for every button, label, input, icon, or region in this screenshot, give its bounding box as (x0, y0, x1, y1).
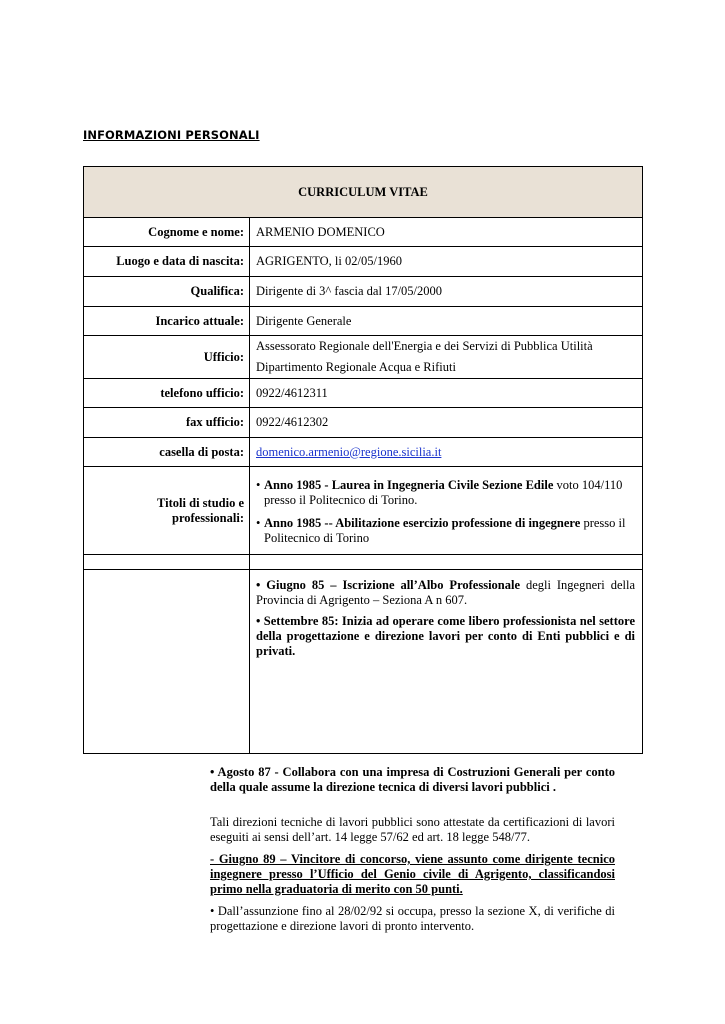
titoli-list (256, 476, 635, 546)
row-name (84, 218, 643, 247)
career-item (256, 578, 635, 608)
bullet-icon: • (256, 477, 261, 492)
titoli-item (256, 478, 635, 508)
career-item-1-rest: degli Ingegneri della Provincia di Agrigento – Seziona A n 607. (256, 578, 635, 607)
bullet-icon: • (256, 515, 261, 530)
cv-header-row (84, 167, 643, 218)
qualifica-value: Dirigente di 3^ fascia dal 17/05/2000 (250, 277, 643, 307)
email-label: casella di posta: (84, 438, 250, 467)
name-label: Cognome e nome: (84, 218, 250, 247)
row-incarico (84, 307, 643, 336)
email-link[interactable]: domenico.armenio@regione.sicilia.it (256, 444, 442, 459)
career-continuation (210, 765, 615, 934)
telefono-value: 0922/4612311 (250, 379, 643, 408)
titoli-label (84, 467, 250, 555)
incarico-label: Incarico attuale: (84, 307, 250, 336)
ufficio-line-2: Dipartimento Regionale Acqua e Rifiuti (256, 360, 456, 374)
qualifica-label: Qualifica: (84, 277, 250, 307)
paragraph-assunzione: • Dall’assunzione fino al 28/02/92 si occupa, presso la sezione X, di verifiche di progettazione e direzione lavori di pronto intervento. (210, 904, 615, 933)
incarico-value: Dirigente Generale (250, 307, 643, 336)
career-item (256, 614, 635, 659)
birth-value: AGRIGENTO, li 02/05/1960 (250, 247, 643, 277)
row-fax (84, 408, 643, 438)
titoli-item-rest: voto 104/110 presso il Politecnico di Torino. (264, 477, 623, 507)
row-titoli (84, 467, 643, 555)
name-value: ARMENIO DOMENICO (250, 218, 643, 247)
ufficio-value (250, 336, 643, 379)
section-heading: INFORMAZIONI PERSONALI (83, 128, 260, 142)
row-telefono (84, 379, 643, 408)
titoli-label-line-1: Titoli di studio e (157, 495, 244, 510)
telefono-label: telefono ufficio: (84, 379, 250, 408)
paragraph-giugno-89: - Giugno 89 – Vincitore di concorso, viene assunto come dirigente tecnico ingegnere presso l’Ufficio del Genio civile di Agrigento, classificandosi primo nella graduatoria di merito con 50 punti. (210, 852, 615, 896)
career-item-2-bold: • Settembre 85: Inizia ad operare come libero professionista nel settore della progettazione e direzione lavori per conto di Enti pubblici e di privati. (256, 614, 635, 658)
fax-value: 0922/4612302 (250, 408, 643, 438)
row-email (84, 438, 643, 467)
paragraph-agosto-87-text: • Agosto 87 - Collabora con una impresa di Costruzioni Generali per conto della quale assume la direzione tecnica di diversi lavori pubblici . (210, 765, 615, 794)
row-spacer (84, 555, 643, 570)
titoli-label-line-2: professionali: (172, 510, 244, 525)
cv-title: CURRICULUM VITAE (84, 167, 643, 218)
ufficio-label: Ufficio: (84, 336, 250, 379)
titoli-item-bold: Anno 1985 - Laurea in Ingegneria Civile Sezione Edile (264, 477, 554, 492)
fax-label: fax ufficio: (84, 408, 250, 438)
titoli-item-bold: Anno 1985 -- Abilitazione esercizio professione di ingegnere (264, 515, 581, 530)
row-qualifica (84, 277, 643, 307)
paragraph-agosto-87 (210, 765, 615, 795)
career-list (256, 570, 635, 659)
titoli-item (256, 516, 635, 546)
career-item-1-bold: • Giugno 85 – Iscrizione all’Albo Professionale (256, 578, 521, 592)
titoli-item-rest: presso il Politecnico di Torino (264, 515, 626, 545)
row-ufficio (84, 336, 643, 379)
cv-table (83, 166, 643, 754)
row-birth (84, 247, 643, 277)
birth-label: Luogo e data di nascita: (84, 247, 250, 277)
paragraph-direzioni: Tali direzioni tecniche di lavori pubblici sono attestate da certificazioni di lavori eseguiti ai sensi dell’art. 14 legge 57/62 ed art. 18 legge 548/77. (210, 815, 615, 844)
row-career (84, 570, 643, 754)
ufficio-line-1: Assessorato Regionale dell'Energia e dei Servizi di Pubblica Utilità (256, 339, 593, 353)
